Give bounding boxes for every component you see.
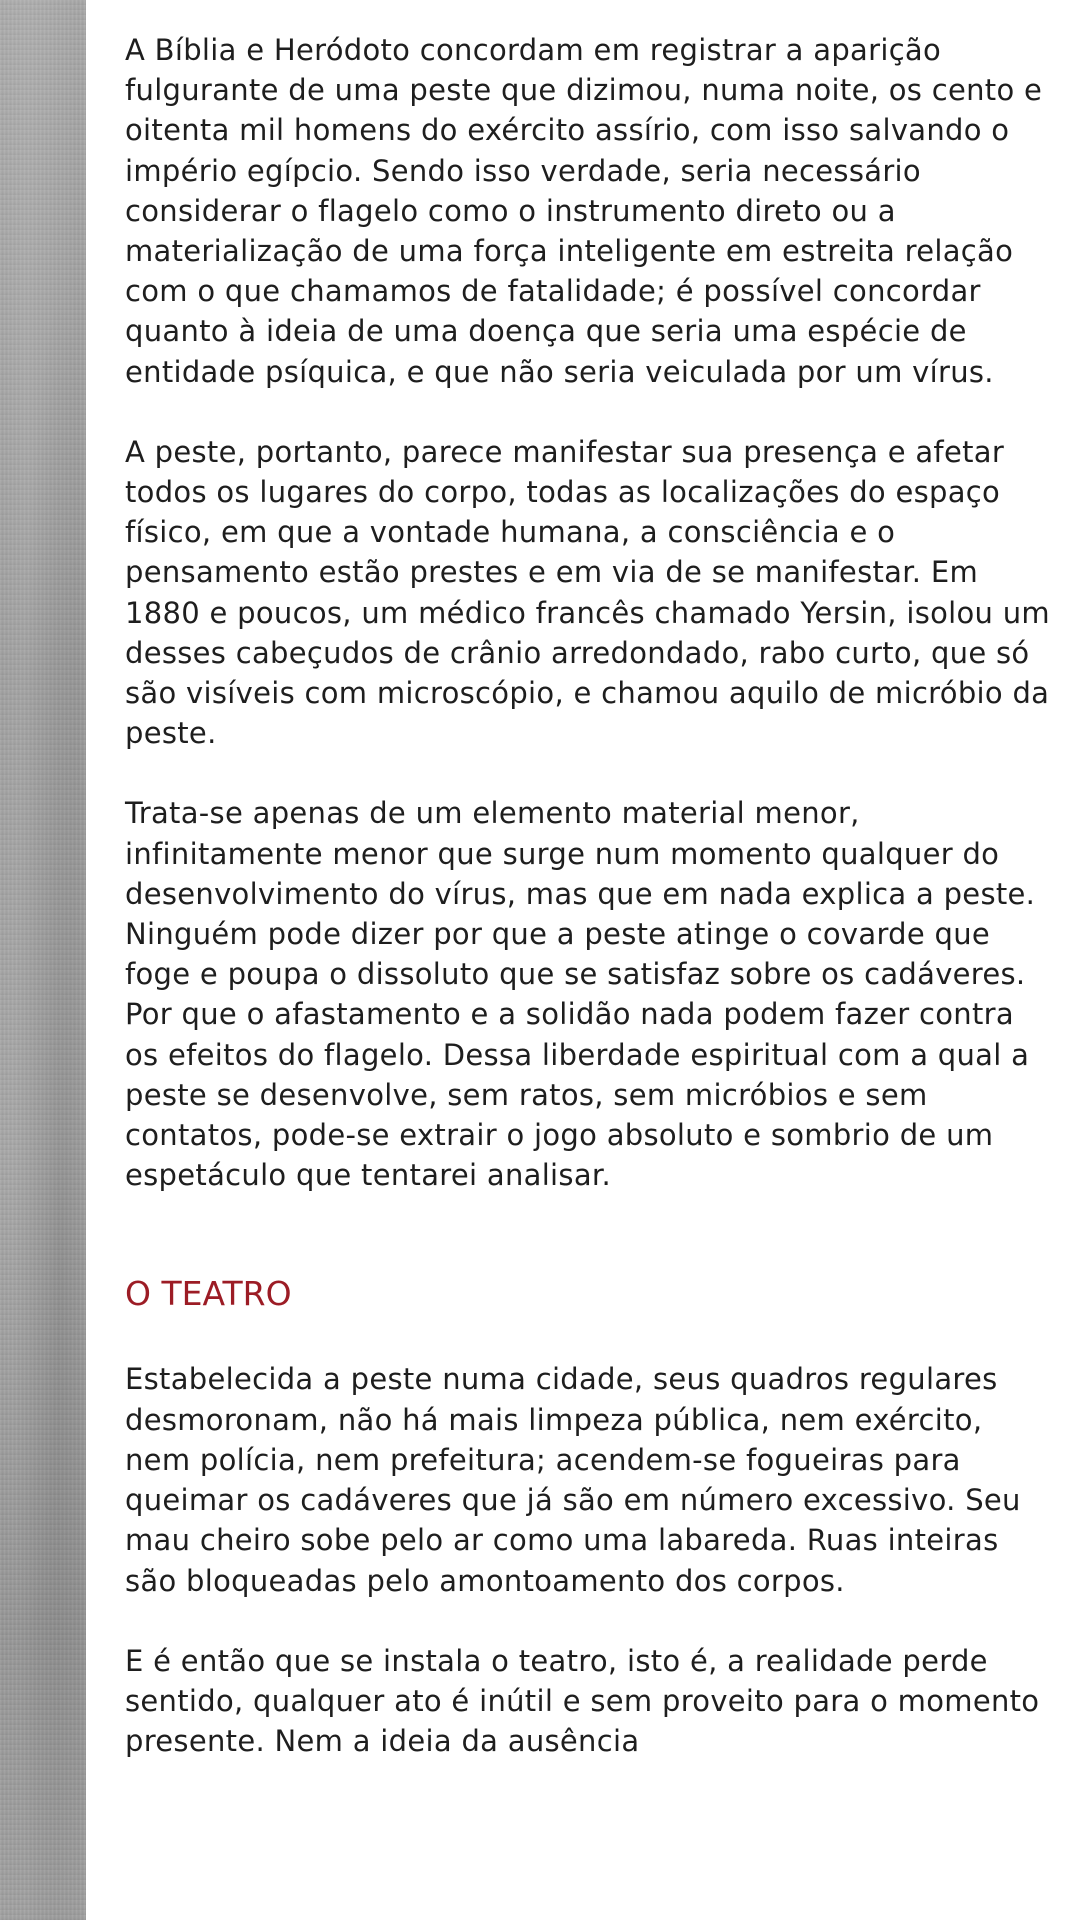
textured-side-strip xyxy=(0,0,86,1920)
paragraph-elemento-material: Trata-se apenas de um elemento material menor, infinitamente menor que surge num momento qualquer do desenvolvimento do vírus, mas que em nada explica a peste. Ninguém pode dizer por que a peste atinge o covarde que foge e poupa o dissoluto que se satisfaz sobre os cadáveres. Por que o afastamento e a solidão nada podem fazer contra os efeitos do flagelo. Dessa liberdade espiritual com a qual a peste se desenvolve, sem ratos, sem micróbios e sem contatos, pode-se extrair o jogo absoluto e sombrio de um espetáculo que tentarei analisar. xyxy=(125,796,1036,1193)
paragraph-instala-teatro: E é então que se instala o teatro, isto é, a realidade perde sentido, qualquer ato é inútil e sem proveito para o momento presente. Nem a ideia da ausência xyxy=(125,1643,1040,1759)
paragraph-estabelecida-peste: Estabelecida a peste numa cidade, seus quadros regulares desmoronam, não há mais limpeza pública, nem exército, nem polícia, nem prefeitura; acendem-se fogueiras para queimar os cadáveres que já são em número excessivo. Seu mau cheiro sobe pelo ar como uma labareda. Ruas inteiras são bloqueadas pelo amontoamento dos corpos. xyxy=(125,1362,1021,1598)
section-heading: O TEATRO xyxy=(125,1274,292,1314)
paragraph-peste-manifestar: A peste, portanto, parece manifestar sua presença e afetar todos os lugares do corpo, todas as localizações do espaço físico, em que a vontade humana, a consciência e o pensamento estão prestes e em via de se manifestar. Em 1880 e poucos, um médico francês chamado Yersin, isolou um desses cabeçudos de crânio arredondado, rabo curto, que só são visíveis com microscópio, e chamou aquilo de micróbio da peste. xyxy=(125,434,1050,751)
paragraph-biblia: A Bíblia e Heródoto concordam em registrar a aparição fulgurante de uma peste que dizimou, numa noite, os cento e oitenta mil homens do exército assírio, com isso salvando o império egípcio. Sendo isso verdade, seria necessário considerar o flagelo como o instrumento direto ou a materialização de uma força inteligente em estreita relação com o que chamamos de fatalidade; é possível concordar quanto à ideia de uma doença que seria uma espécie de entidade psíquica, e que não seria veiculada por um vírus. xyxy=(125,33,1043,389)
article-body xyxy=(125,30,1050,1801)
